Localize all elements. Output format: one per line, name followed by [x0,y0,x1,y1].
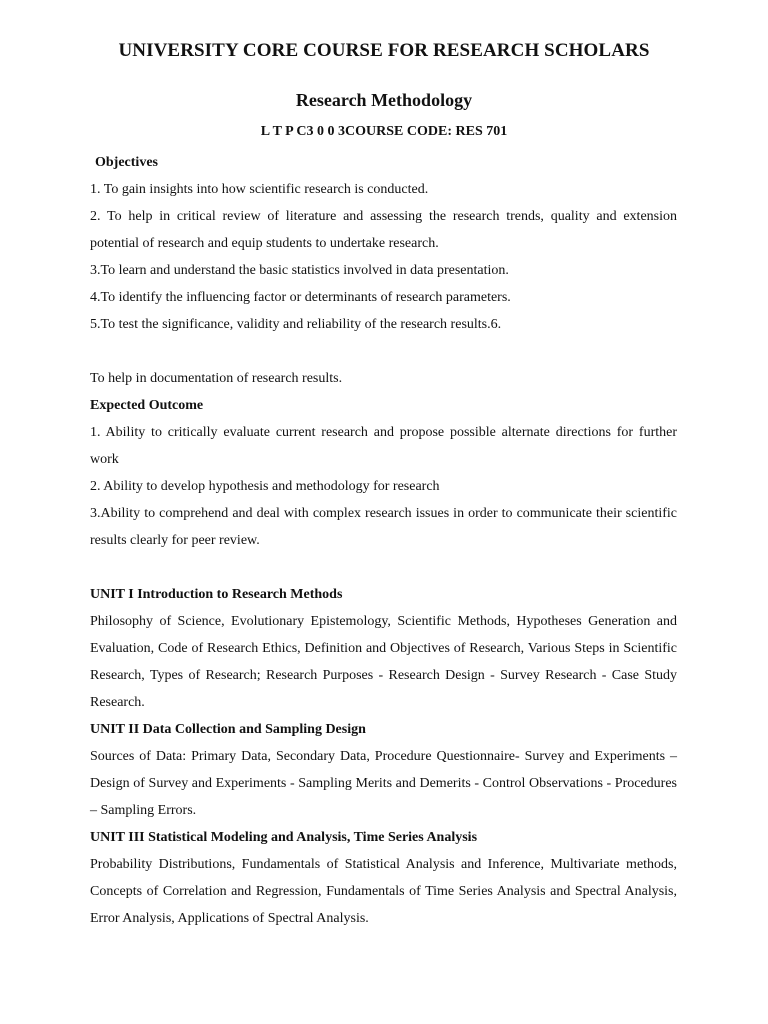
course-title: Research Methodology [295,90,473,110]
objective-item: 5.To test the significance, validity and reliability of the research results.6. [90,317,502,332]
spacer [90,554,677,581]
unit-text: Philosophy of Science, Evolutionary Epistemology, Scientific Methods, Hypotheses Generation and Evaluation, Code of Research Ethics, Definition and Objectives of Research, Various Steps in Scientific Research, Types of Research; Research Purposes - Research Design - Survey Research - Case Study Research. [90,614,677,710]
objective-extra: To help in documentation of research results. [90,371,343,386]
objective-item: 1. To gain insights into how scientific research is conducted. [90,182,429,197]
page-title: UNIVERSITY CORE COURSE FOR RESEARCH SCHOLARS [118,40,650,61]
unit-text: Sources of Data: Primary Data, Secondary Data, Procedure Questionnaire- Survey and Experiments – Design of Survey and Experiments - Sampling Merits and Demerits - Control Observations - Procedures – Sampling Errors. [90,749,677,818]
outcome-item: 2. Ability to develop hypothesis and methodology for research [90,479,440,494]
objective-item: 4.To identify the influencing factor or determinants of research parameters. [90,290,511,305]
outcome-item: 1. Ability to critically evaluate current research and propose possible alternate directions for further work [90,425,677,467]
objectives-heading: Objectives [95,155,158,170]
document-body [90,149,677,932]
spacer [90,338,677,365]
course-code-line: L T P C3 0 0 3COURSE CODE: RES 701 [260,124,508,139]
unit-heading: UNIT I Introduction to Research Methods [90,587,343,602]
outcome-heading: Expected Outcome [90,398,204,413]
outcome-item: 3.Ability to comprehend and deal with complex research issues in order to communicate their scientific results clearly for peer review. [90,506,677,548]
objective-item: 2. To help in critical review of literature and assessing the research trends, quality and extension potential of research and equip students to undertake research. [90,209,677,251]
unit-text: Probability Distributions, Fundamentals of Statistical Analysis and Inference, Multivariate methods, Concepts of Correlation and Regression, Fundamentals of Time Series Analysis and Spectral Analysis, Error Analysis, Applications of Spectral Analysis. [90,857,677,926]
unit-heading: UNIT III Statistical Modeling and Analysis, Time Series Analysis [90,830,478,845]
unit-heading: UNIT II Data Collection and Sampling Design [90,722,366,737]
objective-item: 3.To learn and understand the basic statistics involved in data presentation. [90,263,509,278]
